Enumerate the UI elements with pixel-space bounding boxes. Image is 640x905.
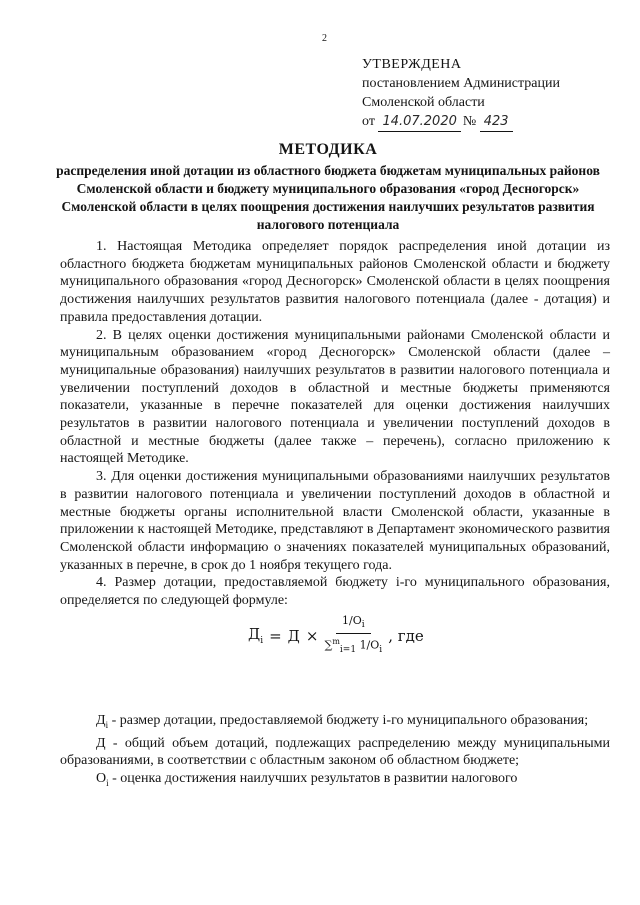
formula-factor: Д <box>287 626 300 645</box>
paragraph-4: 4. Размер дотации, предоставляемой бюджету i-го муниципального образования, определяется по следующей формуле: <box>60 575 610 609</box>
body-text <box>60 238 610 610</box>
formula <box>248 614 424 657</box>
paragraph-3: 3. Для оценки достижения муниципальными образованиями наилучших результатов в развитии налогового потенциала и увеличении поступлений доходов в областной и местные бюджеты органы исполнительной власти Смоленской области, указанные в приложении к настоящей Методике, представляют в Департамент экономического развития Смоленской области информацию о значениях показателей муниципальных образований, указанных в перечне, в срок до 1 ноября текущего года. <box>60 469 610 573</box>
definition-1: $Д_i$ - размер дотации, предоставляемой бюджету i-го муниципального образования; <box>96 713 589 730</box>
approval-line-2: Смоленской области <box>362 95 485 110</box>
definition-2: Д - общий объем дотаций, подлежащих распределению между муниципальными образованиями, в соответствии с областным законом об областном бюджете; <box>60 735 610 769</box>
approval-stamp: УТВЕРЖДЕНА <box>362 57 462 72</box>
formula-lhs: $Д_i$ <box>248 625 264 647</box>
page-number: 2 <box>322 33 327 44</box>
handwritten-date: 14.07.2020 <box>378 112 460 132</box>
formula-fraction <box>324 614 382 657</box>
definition-3: $O_i$ - оценка достижения наилучших результатов в развитии налогового <box>96 770 518 788</box>
document-subtitle: распределения иной дотации из областного бюджета бюджетам муниципальных районов Смоленской области и бюджету муниципального образования «город Десногорск» Смоленской области в целях поощрения достижения наилучших результатов развития налогового потенциала <box>56 163 600 232</box>
formula-times: × <box>305 626 319 645</box>
formula-equals: = <box>269 626 282 645</box>
paragraph-1: 1. Настоящая Методика определяет порядок распределения иной дотации из областного бюджета бюджетам муниципальных районов Смоленской области и бюджету муниципального образования «город Десногорск» Смоленской области в целях поощрения достижения наилучших результатов развития налогового потенциала (далее - дотация) и правила предоставления дотации. <box>60 239 610 325</box>
approval-line-1: постановлением Администрации <box>362 76 560 91</box>
date-prefix: от <box>362 114 375 129</box>
formula-suffix: , где <box>388 626 424 645</box>
paragraph-2: 2. В целях оценки достижения муниципальными районами Смоленской области и муниципальным образованием «город Десногорск» Смоленской области (далее – муниципальные образования) наилучших результатов в развитии налогового потенциала и увеличении поступлений доходов в областной и местные бюджеты применяются показатели, указанные в перечне показателей для оценки достижения наилучших результатов в развитии налогового потенциала и увеличении поступлений доходов в областной и местные бюджеты (далее также – перечень), согласно приложению к настоящей Методике. <box>60 327 610 467</box>
formula-denominator: ∑$^m_{i=1}$ $1/O_i$ <box>324 637 383 656</box>
number-sign: № <box>462 114 477 129</box>
approval-block <box>362 55 622 131</box>
handwritten-number: 423 <box>480 112 513 132</box>
document-title: МЕТОДИКА <box>278 141 378 158</box>
definitions <box>60 712 610 792</box>
title-block <box>40 140 616 234</box>
approval-date-line <box>362 112 622 131</box>
formula-numerator: $1/O_i$ <box>336 614 371 634</box>
